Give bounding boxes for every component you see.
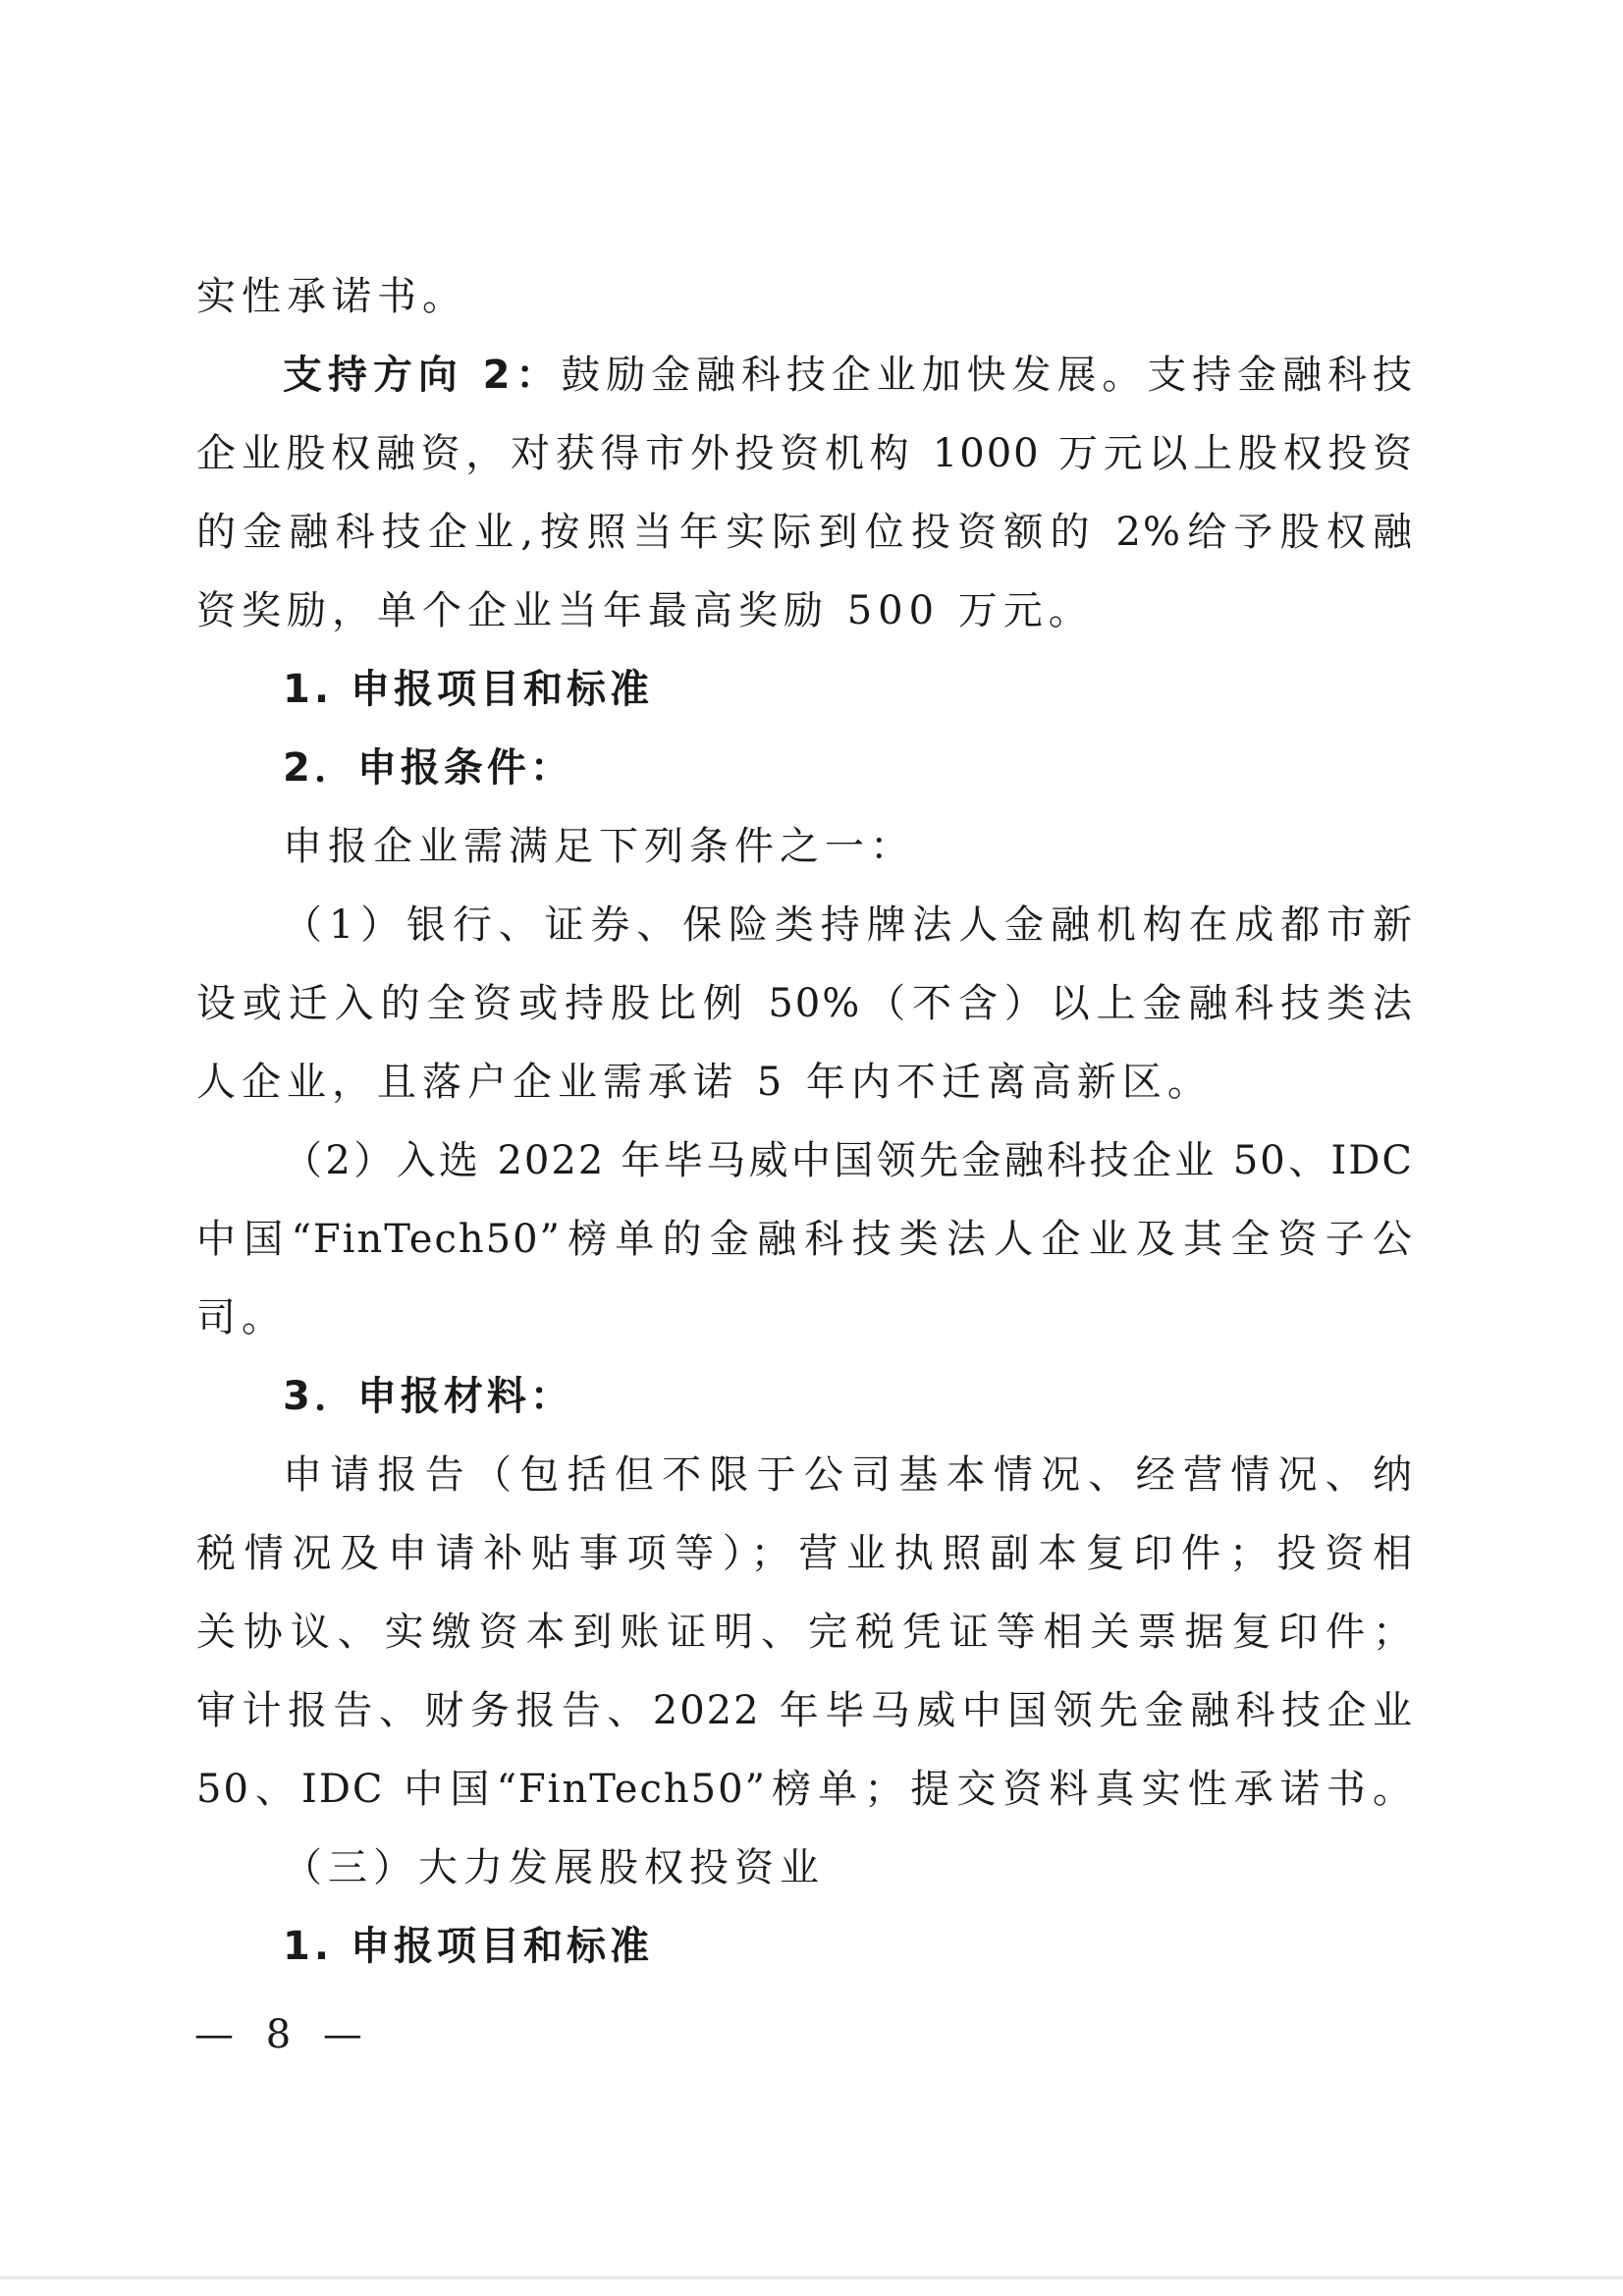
support-direction-label: 支持方向 2： bbox=[283, 353, 562, 398]
paragraph-line: 资奖励，单个企业当年最高奖励 500 万元。 bbox=[196, 588, 1094, 633]
page-number: — 8 — bbox=[194, 2012, 372, 2057]
paragraph-line: 中国“FinTech50”榜单的金融科技类法人企业及其全资子公 bbox=[196, 1217, 1414, 1262]
paragraph-line: （2）入选 2022 年毕马威中国领先金融科技企业 50、IDC bbox=[283, 1138, 1414, 1183]
paragraph-line: 企业股权融资，对获得市外投资机构 1000 万元以上股权投资 bbox=[196, 431, 1414, 476]
scan-edge-divider bbox=[0, 2276, 1623, 2279]
section-heading: 2．申报条件： bbox=[283, 745, 573, 791]
section-heading: （三）大力发展股权投资业 bbox=[283, 1845, 825, 1890]
paragraph-line: 审计报告、财务报告、2022 年毕马威中国领先金融科技企业 bbox=[196, 1688, 1414, 1733]
paragraph-line: 申请报告（包括但不限于公司基本情况、经营情况、纳 bbox=[283, 1452, 1414, 1498]
document-body bbox=[196, 257, 1414, 1986]
section-heading: 1. 申报项目和标准 bbox=[283, 667, 653, 712]
paragraph-text: 鼓励金融科技企业加快发展。支持金融科技 bbox=[561, 353, 1414, 398]
paragraph-line bbox=[196, 336, 1414, 414]
paragraph-line: 关协议、实缴资本到账证明、完税凭证等相关票据复印件； bbox=[196, 1610, 1414, 1655]
paragraph-line: （1）银行、证券、保险类持牌法人金融机构在成都市新 bbox=[283, 902, 1414, 948]
section-heading: 1. 申报项目和标准 bbox=[283, 1924, 653, 1969]
paragraph-line: 的金融科技企业,按照当年实际到位投资额的 2%给予股权融 bbox=[196, 510, 1414, 555]
paragraph-line: 税情况及申请补贴事项等）；营业执照副本复印件；投资相 bbox=[196, 1531, 1414, 1576]
paragraph-line: 人企业，且落户企业需承诺 5 年内不迁离高新区。 bbox=[196, 1060, 1213, 1105]
section-heading: 3．申报材料： bbox=[283, 1374, 573, 1419]
paragraph-line: 申报企业需满足下列条件之一： bbox=[283, 824, 915, 869]
paragraph-line: 设或迁入的全资或持股比例 50%（不含）以上金融科技类法 bbox=[196, 981, 1414, 1026]
paragraph-line: 司。 bbox=[196, 1295, 287, 1340]
paragraph-line: 实性承诺书。 bbox=[196, 274, 467, 319]
paragraph-line: 50、IDC 中国“FinTech50”榜单；提交资料真实性承诺书。 bbox=[196, 1767, 1414, 1812]
